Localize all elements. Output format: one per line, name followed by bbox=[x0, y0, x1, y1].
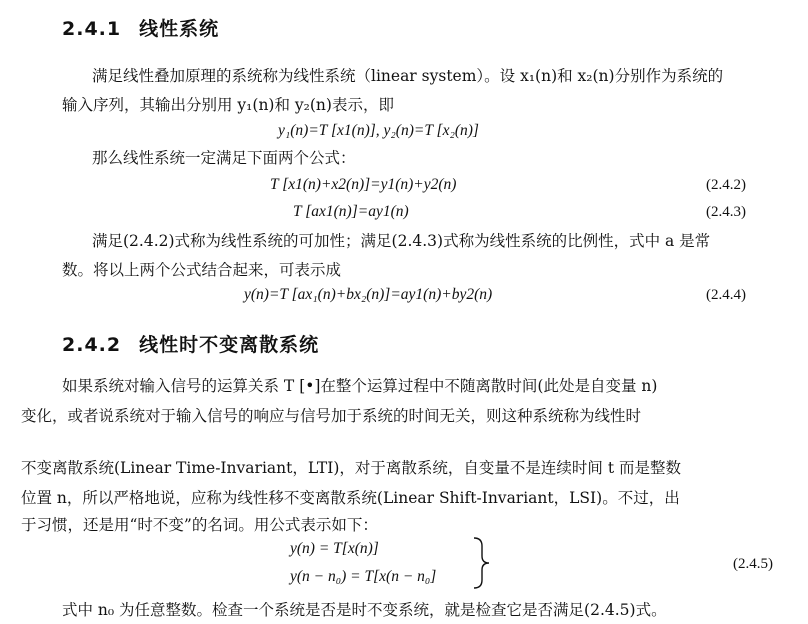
paragraph-line: 那么线性系统一定满足下面两个公式： bbox=[92, 149, 356, 167]
paragraph-line: 输入序列，其输出分别用 y₁(n)和 y₂(n)表示，即 bbox=[62, 96, 394, 114]
equation-2-4-4: y(n)=T [ax₁(n)+bx₂(n)]=ay1(n)+by2(n) bbox=[244, 286, 493, 303]
paragraph-line: 变化，或者说系统对于输入信号的响应与信号加于系统的时间无关，则这种系统称为线性时 bbox=[21, 407, 642, 425]
equation-number-2-4-4: (2.4.4) bbox=[706, 287, 746, 303]
equation-2-4-2: T [x1(n)+x2(n)]=y1(n)+y2(n) bbox=[270, 176, 457, 193]
paragraph-line: 满足(2.4.2)式称为线性系统的可加性；满足(2.4.3)式称为线性系统的比例性，式中 a 是常 bbox=[92, 232, 711, 250]
equation-number-2-4-3: (2.4.3) bbox=[706, 204, 746, 220]
paragraph-line: 位置 n，所以严格地说，应称为线性移不变离散系统(Linear Shift-Invariant，LSI)。不过，出 bbox=[21, 489, 680, 507]
equation-number-2-4-2: (2.4.2) bbox=[706, 177, 746, 193]
paragraph-line: 于习惯，还是用“时不变”的名词。用公式表示如下： bbox=[21, 516, 378, 534]
paragraph-line: 式中 n₀ 为任意整数。检查一个系统是否是时不变系统，就是检查它是否满足(2.4.5)式。 bbox=[62, 601, 667, 619]
section-title-text: 线性系统 bbox=[139, 18, 220, 40]
paragraph-line: 如果系统对输入信号的运算关系 T [•]在整个运算过程中不随离散时间(此处是自变量 n) bbox=[62, 377, 658, 395]
section-heading-2-4-2 bbox=[62, 330, 319, 357]
paragraph-line: 满足线性叠加原理的系统称为线性系统（linear system）。设 x₁(n)和 x₂(n)分别作为系统的 bbox=[92, 67, 724, 85]
section-title-text: 线性时不变离散系统 bbox=[139, 334, 320, 356]
equation-definition: y₁(n)=T [x1(n)], y₂(n)=T [x₂(n)] bbox=[278, 122, 479, 139]
section-heading-2-4-1 bbox=[62, 14, 219, 41]
paragraph-line: 数。将以上两个公式结合起来，可表示成 bbox=[62, 261, 342, 279]
paragraph-line: 不变离散系统(Linear Time-Invariant，LTI)，对于离散系统，自变量不是连续时间 t 而是整数 bbox=[21, 459, 681, 477]
section-number: 2.4.2 bbox=[62, 334, 122, 356]
right-brace-icon bbox=[470, 536, 492, 590]
section-number: 2.4.1 bbox=[62, 18, 122, 40]
equation-2-4-5-line-2: y(n − n₀) = T[x(n − n₀] bbox=[290, 568, 437, 585]
equation-2-4-3: T [ax1(n)]=ay1(n) bbox=[293, 203, 409, 220]
equation-2-4-5-line-1: y(n) = T[x(n)] bbox=[290, 540, 379, 557]
equation-number-2-4-5: (2.4.5) bbox=[733, 556, 773, 572]
